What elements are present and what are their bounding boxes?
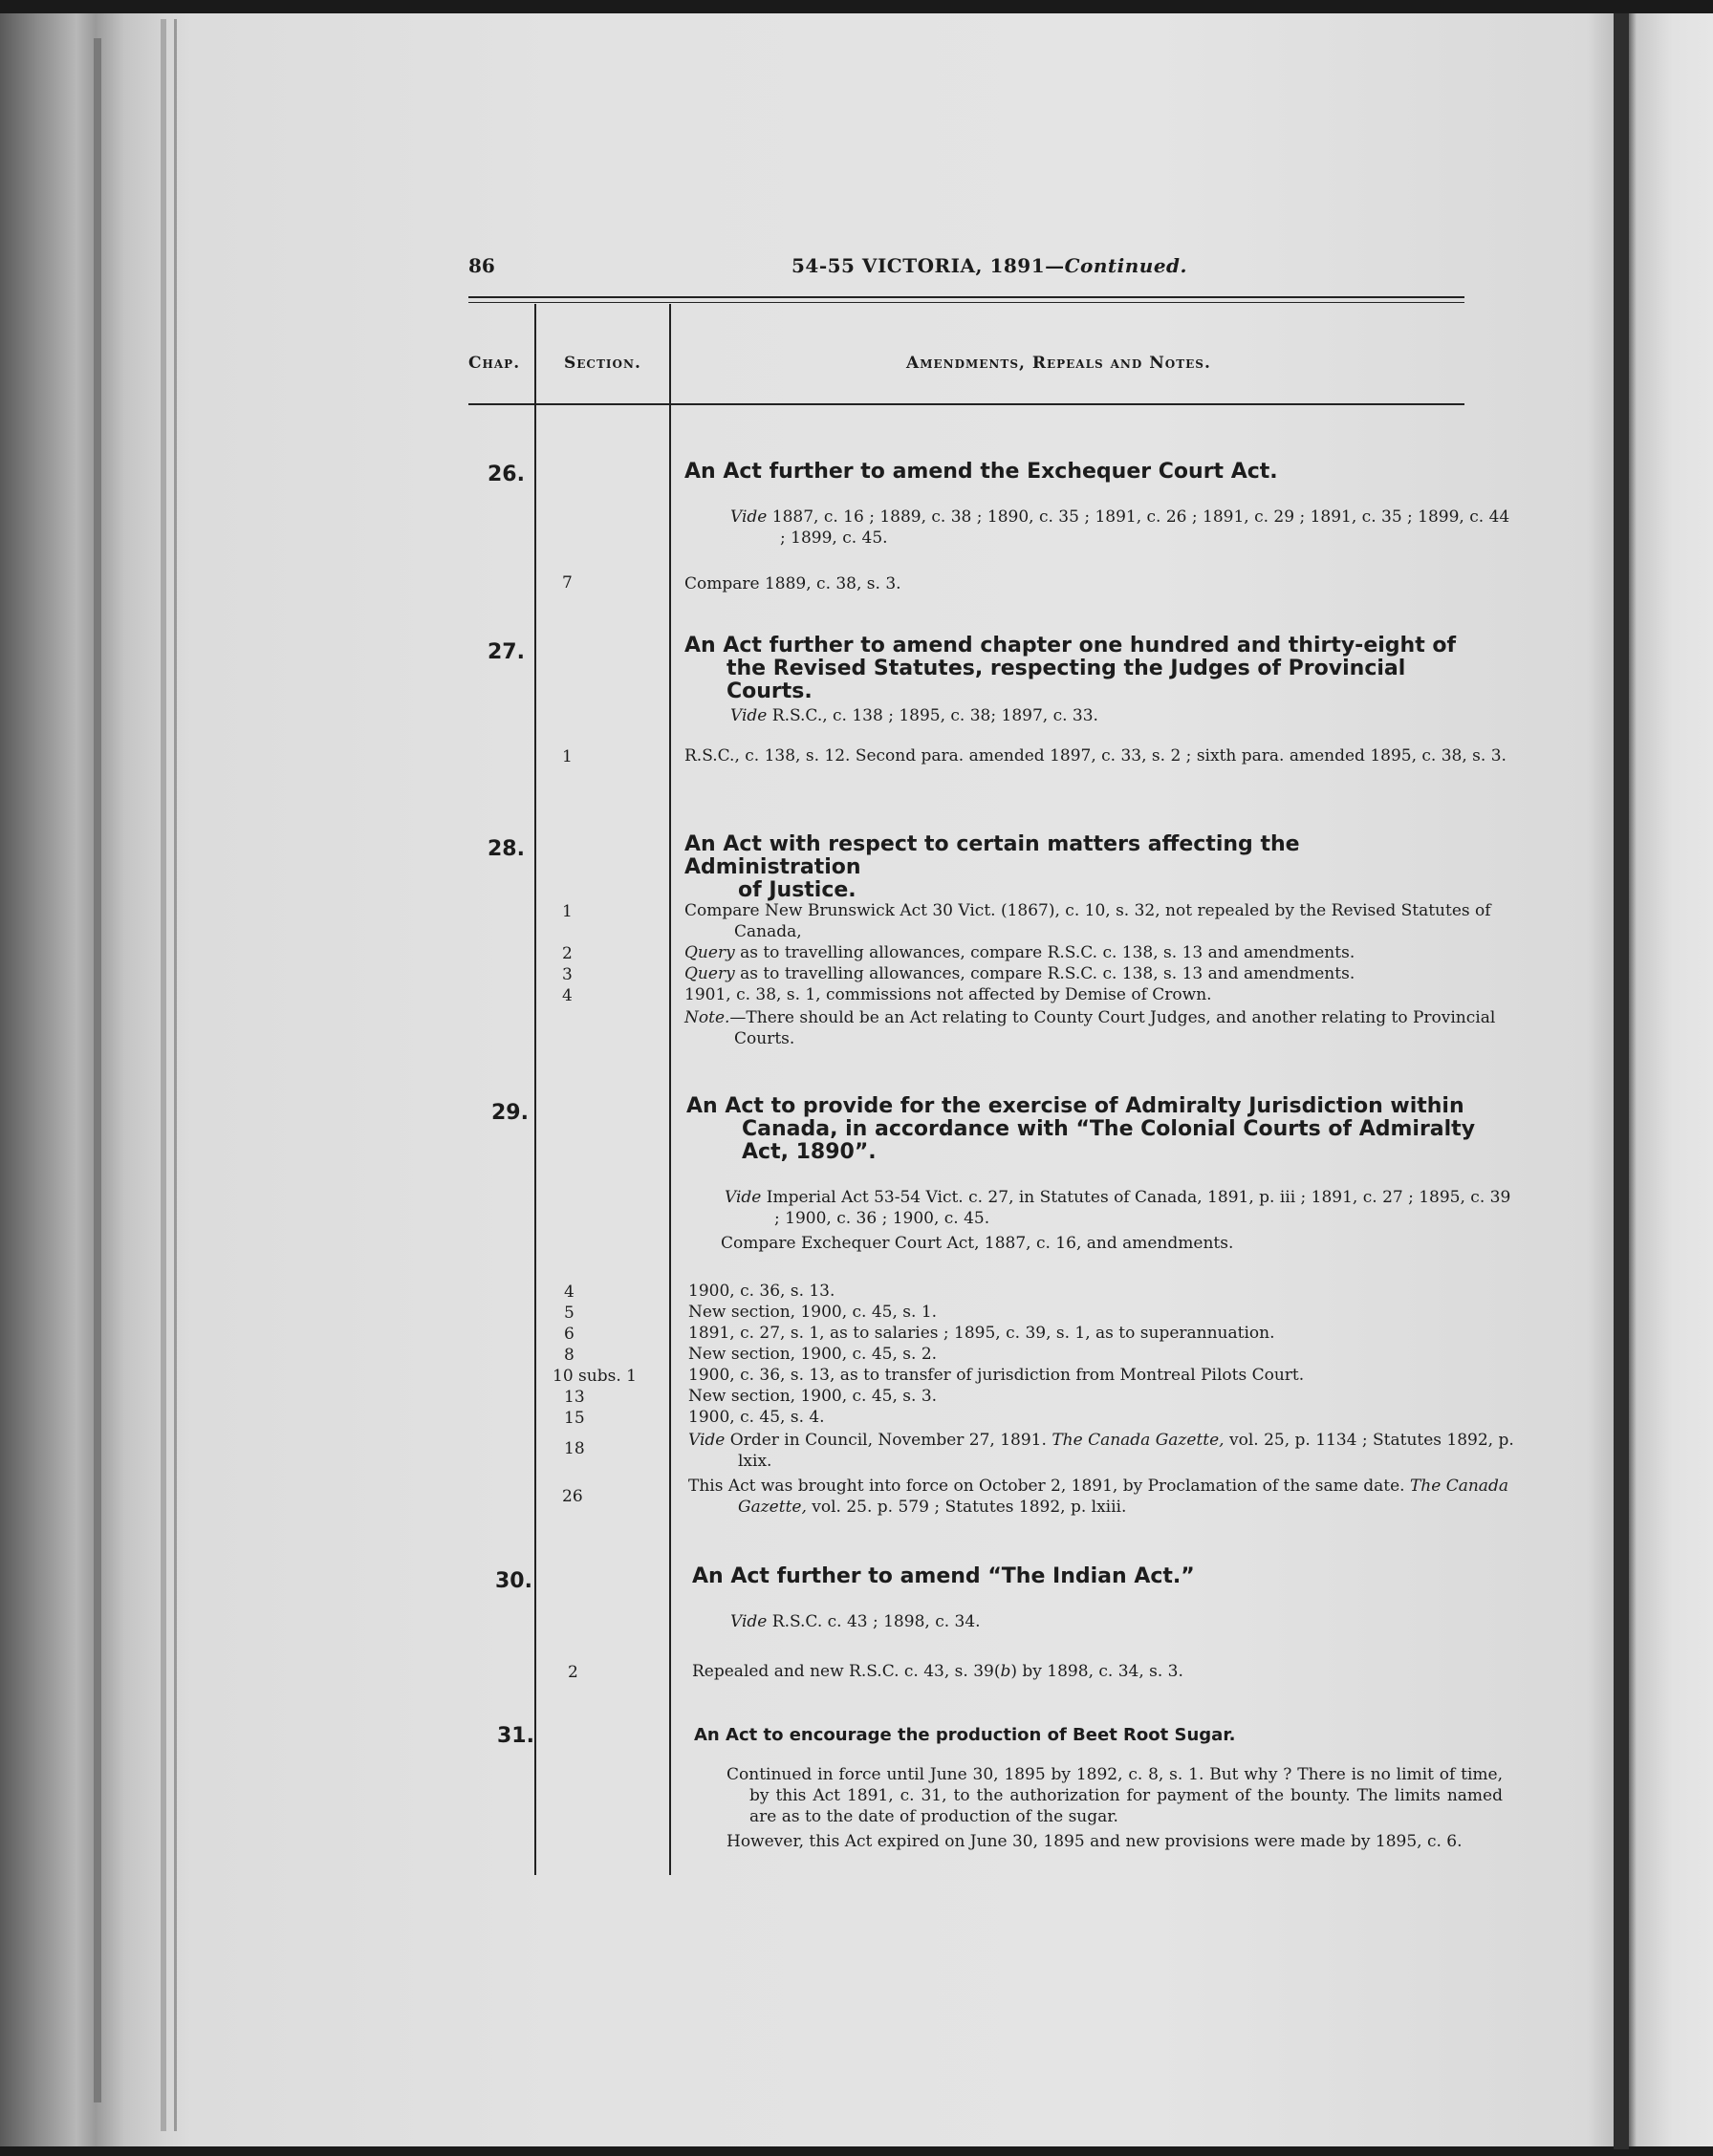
vide-text: 1887, c. 16 ; 1889, c. 38 ; 1890, c. 35 ; 1891, c. 26 ; 1891, c. 29 ; 1891, c. 35 ; 1899, c. 44 ; 1899, c. 45. — [771, 507, 1510, 548]
vide-word: Vide — [725, 1188, 762, 1207]
section-number: 8 — [564, 1346, 575, 1365]
section-note: Compare 1889, c. 38, s. 3. — [684, 574, 901, 593]
section-note-text: Repealed and new R.S.C. c. 43, s. 39( — [692, 1662, 1001, 1681]
section-note — [688, 1476, 1522, 1518]
section-note-tail: vol. 25, p. 1134 ; Statutes 1892, p. lxix. — [738, 1431, 1514, 1471]
section-note: New section, 1900, c. 45, s. 2. — [688, 1345, 938, 1364]
vide-note — [730, 705, 1468, 726]
note-word: Note. — [684, 1008, 730, 1027]
act-title: An Act to encourage the production of Beet Root Sugar. — [694, 1725, 1236, 1745]
section-note-tail: ) by 1898, c. 34, s. 3. — [1010, 1662, 1183, 1681]
act-title-line: the Revised Statutes, respecting the Judges of Provincial Courts. — [726, 657, 1406, 703]
commentary-paragraph: However, this Act expired on June 30, 1895 and new provisions were made by 1895, c. 6. — [726, 1832, 1463, 1851]
chapter-number: 26. — [488, 463, 525, 486]
gazette-title: The Canada Gazette, — [1052, 1431, 1225, 1450]
section-note-text: Order in Council, November 27, 1891. — [725, 1431, 1047, 1450]
vide-word: Vide — [730, 507, 768, 527]
column-divider — [669, 304, 671, 1875]
commentary-paragraph: Continued in force until June 30, 1895 by 1892, c. 8, s. 1. But why ? There is no limit of time, by this Act 1891, c. 31, to the authorization for payment of the bounty. The limits named are as to the date of production of the sugar. — [726, 1765, 1503, 1826]
section-number: 15 — [564, 1409, 585, 1428]
section-note-italic: b — [1000, 1662, 1011, 1681]
running-header — [791, 254, 1187, 277]
section-note — [684, 963, 1468, 984]
column-header-notes: Amendments, Repeals and Notes. — [906, 354, 1211, 373]
section-number: 2 — [568, 1663, 578, 1682]
act-title-line: Act, 1890”. — [742, 1140, 877, 1164]
vide-note — [730, 507, 1518, 549]
section-note: 1901, c. 38, s. 1, commissions not affected by Demise of Crown. — [684, 985, 1212, 1004]
note-text: —There should be an Act relating to County Court Judges, and another relating to Provincial Courts. — [729, 1008, 1496, 1048]
chapter-number: 29. — [491, 1101, 529, 1125]
page-number: 86 — [468, 254, 495, 277]
section-number: 3 — [562, 965, 573, 984]
vide-word: Vide — [730, 706, 768, 725]
header-rule — [468, 296, 1464, 298]
vide-word: Vide — [688, 1431, 726, 1450]
section-note: R.S.C., c. 138, s. 12. Second para. amended 1897, c. 33, s. 2 ; sixth para. amended 1895, c. 38, s. 3. — [684, 746, 1507, 765]
section-note: 1891, c. 27, s. 1, as to salaries ; 1895, c. 39, s. 1, as to superannuation. — [688, 1324, 1275, 1343]
act-title-line: An Act with respect to certain matters affecting the Administration — [684, 832, 1300, 879]
section-number: 13 — [564, 1388, 585, 1407]
section-number: 2 — [562, 944, 573, 963]
section-note — [684, 942, 1468, 963]
act-title — [684, 635, 1478, 703]
query-word: Query — [684, 964, 735, 983]
section-note — [692, 1661, 1476, 1682]
running-header-suffix: Continued. — [1064, 254, 1187, 277]
section-note: New section, 1900, c. 45, s. 1. — [688, 1303, 938, 1322]
vide-note — [725, 1187, 1520, 1229]
section-number: 6 — [564, 1325, 575, 1344]
act-title-line: An Act further to amend chapter one hundred and thirty-eight of — [684, 634, 1457, 658]
vide-text: R.S.C., c. 138 ; 1895, c. 38; 1897, c. 33. — [771, 706, 1098, 725]
running-header-title: 54-55 VICTORIA, 1891— — [791, 254, 1065, 277]
chapter-number: 30. — [495, 1569, 532, 1593]
section-note-text: as to travelling allowances, compare R.S.C. c. 138, s. 13 and amendments. — [734, 964, 1355, 983]
section-number: 7 — [562, 573, 573, 593]
gazette-title: The Canada Gazette, — [738, 1477, 1508, 1517]
section-note — [688, 1430, 1522, 1472]
compare-note: Compare Exchequer Court Act, 1887, c. 16, and amendments. — [721, 1234, 1234, 1253]
section-note-text: as to travelling allowances, compare R.S.C. c. 138, s. 13 and amendments. — [734, 943, 1355, 962]
chapter-number: 27. — [488, 640, 525, 664]
section-note: 1900, c. 36, s. 13, as to transfer of jurisdiction from Montreal Pilots Court. — [688, 1366, 1305, 1385]
header-rule — [468, 302, 1464, 303]
query-word: Query — [684, 943, 735, 962]
chapter-number: 31. — [497, 1724, 534, 1748]
section-number: 4 — [564, 1283, 575, 1302]
section-number: 1 — [562, 747, 573, 766]
column-header-section: Section. — [564, 354, 641, 373]
section-note: New section, 1900, c. 45, s. 3. — [688, 1387, 938, 1406]
act-title-line: of Justice. — [738, 878, 856, 902]
note-entry — [684, 1007, 1518, 1049]
section-note: 1900, c. 36, s. 13. — [688, 1282, 835, 1301]
column-head-rule — [468, 403, 1464, 405]
section-number: 1 — [562, 902, 573, 921]
chapter-number: 28. — [488, 837, 525, 861]
section-number: 18 — [564, 1439, 585, 1458]
act-title-line: An Act to provide for the exercise of Admiralty Jurisdiction within — [686, 1094, 1464, 1118]
act-title — [686, 1095, 1480, 1164]
vide-note — [730, 1611, 1457, 1632]
vide-text: R.S.C. c. 43 ; 1898, c. 34. — [771, 1612, 981, 1631]
column-header-chap: Chap. — [468, 354, 521, 373]
section-number: 26 — [562, 1487, 583, 1506]
section-note-text: This Act was brought into force on October 2, 1891, by Proclamation of the same date. — [688, 1477, 1405, 1496]
act-title-line: Canada, in accordance with “The Colonial Courts of Admiralty — [742, 1117, 1476, 1141]
act-title: An Act further to amend the Exchequer Court Act. — [684, 460, 1278, 484]
section-note: Compare New Brunswick Act 30 Vict. (1867), c. 10, s. 32, not repealed by the Revised Statutes of Canada, — [684, 901, 1491, 941]
column-divider — [534, 304, 536, 1875]
section-note: 1900, c. 45, s. 4. — [688, 1408, 825, 1427]
vide-word: Vide — [730, 1612, 768, 1631]
section-number: 10 subs. 1 — [553, 1367, 637, 1386]
section-note-tail: vol. 25. p. 579 ; Statutes 1892, p. lxiii. — [806, 1498, 1127, 1517]
vide-text: Imperial Act 53-54 Vict. c. 27, in Statutes of Canada, 1891, p. iii ; 1891, c. 27 ; 1895, c. 39 ; 1900, c. 36 ; 1900, c. 45. — [766, 1188, 1511, 1228]
act-title: An Act further to amend “The Indian Act.” — [692, 1564, 1195, 1588]
act-title — [684, 833, 1478, 902]
section-number: 4 — [562, 986, 573, 1005]
section-number: 5 — [564, 1304, 575, 1323]
